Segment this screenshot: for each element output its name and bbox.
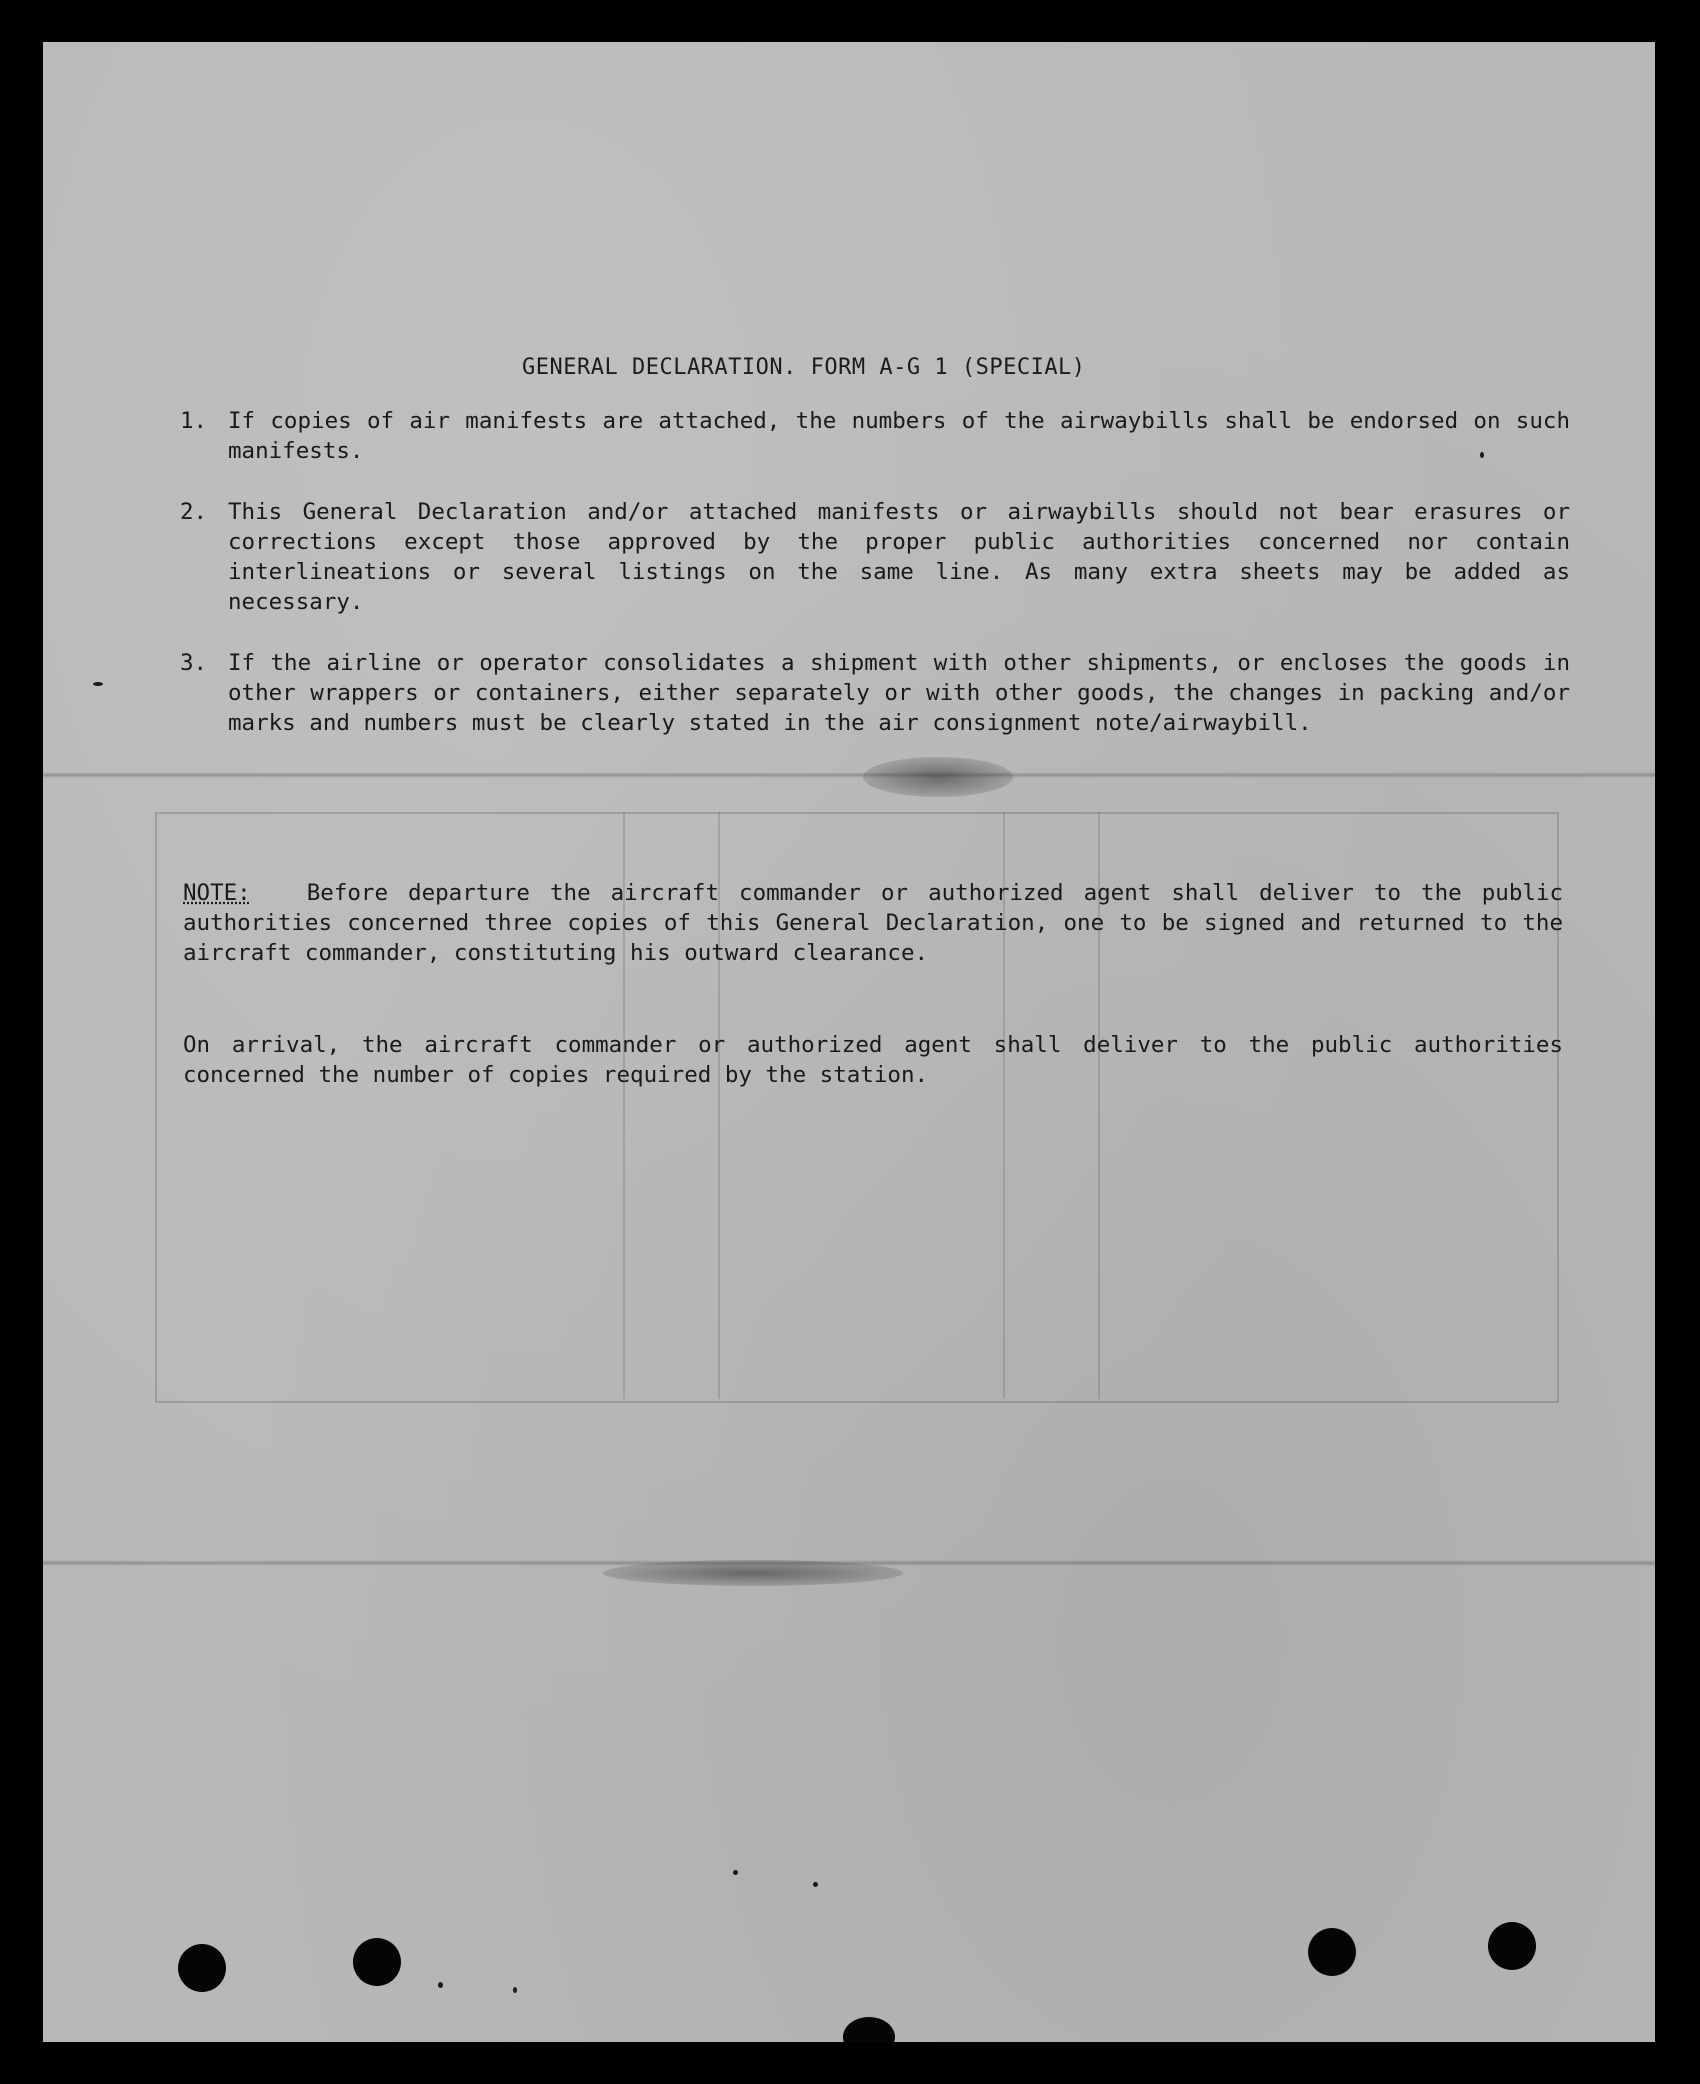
paper-stain <box>603 1560 903 1586</box>
paper-fold-crease <box>43 772 1655 778</box>
document-page <box>43 42 1655 2042</box>
ink-speck <box>813 1882 818 1887</box>
item-number: 3. <box>180 650 208 676</box>
note-paragraph <box>183 878 1563 968</box>
punch-hole <box>843 2017 895 2042</box>
note-label: NOTE: <box>183 880 251 906</box>
instruction-item-1 <box>180 406 1570 466</box>
ink-speck <box>1480 452 1484 458</box>
item-text: This General Declaration and/or attached manifests or airwaybills should not bear erasures or corrections except those approved by the proper public authorities concerned nor contain interlineations or several listings on the same line. As many extra sheets may be added as necessary. <box>228 499 1570 615</box>
ink-speck <box>93 682 103 686</box>
ink-speck <box>438 1982 443 1988</box>
punch-hole <box>1308 1928 1356 1976</box>
paper-stain <box>863 757 1013 797</box>
punch-hole <box>1488 1922 1536 1970</box>
punch-hole <box>353 1938 401 1986</box>
instruction-item-2 <box>180 497 1570 617</box>
item-text: If the airline or operator consolidates a shipment with other shipments, or encloses the goods in other wrappers or containers, either separately or with other goods, the changes in packing and/or marks and numbers must be clearly stated in the air consignment note/airwaybill. <box>228 650 1570 736</box>
item-text: If copies of air manifests are attached, the numbers of the airwaybills shall be endorsed on such manifests. <box>228 408 1570 464</box>
ink-speck <box>513 1987 517 1993</box>
instruction-item-3 <box>180 648 1570 738</box>
item-number: 2. <box>180 499 208 525</box>
punch-hole <box>178 1944 226 1992</box>
ink-speck <box>733 1870 738 1875</box>
note-text: Before departure the aircraft commander or authorized agent shall deliver to the public authorities concerned three copies of this General Declaration, one to be signed and returned to the aircraft commander, constituting his outward clearance. <box>183 880 1563 966</box>
form-title: GENERAL DECLARATION. FORM A-G 1 (SPECIAL) <box>522 355 1086 380</box>
arrival-paragraph: On arrival, the aircraft commander or authorized agent shall deliver to the public authorities concerned the number of copies required by the station. <box>183 1032 1563 1088</box>
item-number: 1. <box>180 408 208 434</box>
